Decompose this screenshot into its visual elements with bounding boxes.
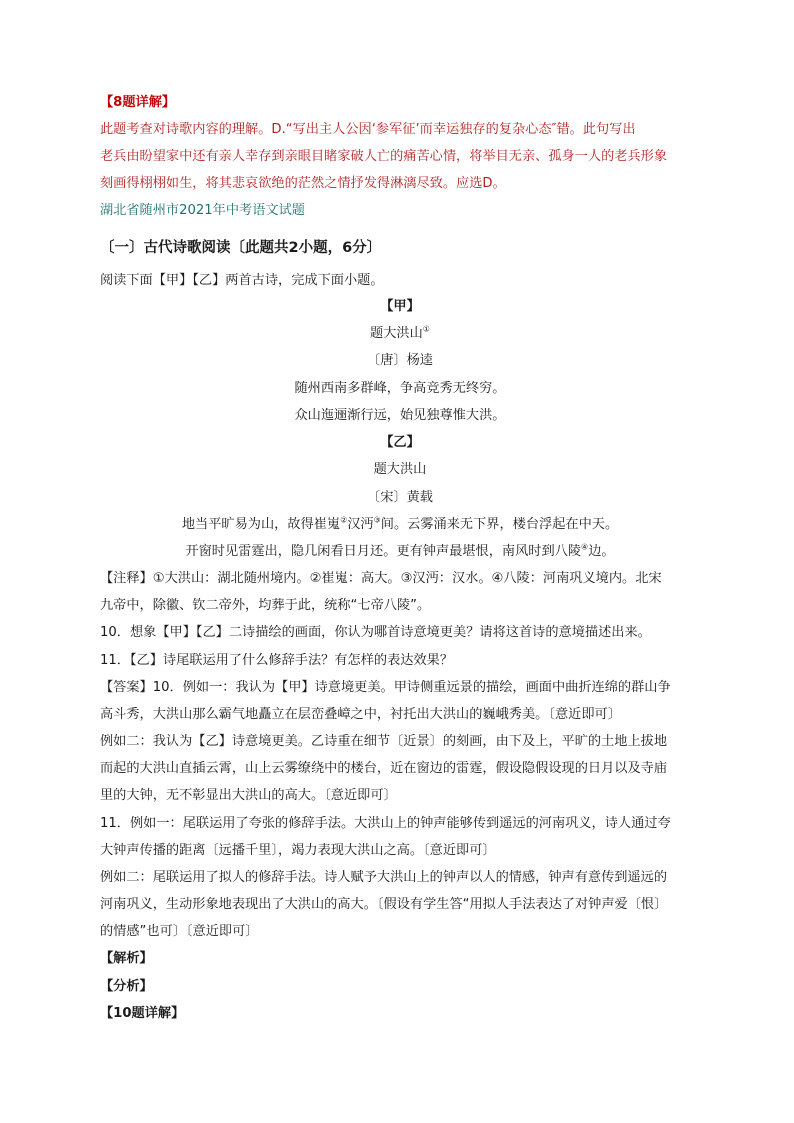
answer-line: 而起的大洪山直插云霄，山上云雾缭绕中的楼台，近在窗边的雷霆，假设隐假设现的日月以及寺庙 <box>100 761 668 776</box>
answer-line: 11．例如一：尾联运用了夸张的修辞手法。大洪山上的钟声能够传到遥远的河南巩义，诗人通过夸 <box>100 816 671 831</box>
section8-line: 老兵由盼望家中还有亲人幸存到亲眼目睹家破人亡的痛苦心情，将举目无亲、孤身一人的老兵形象 <box>100 149 668 164</box>
analysis-heading: 【解析】 <box>100 951 153 966</box>
answer-line: 的情感”也可〕〔意近即可〕 <box>100 924 259 939</box>
poem-jia-line: 随州西南多群峰，争高竞秀无终穷。 <box>294 381 506 396</box>
source-title: 湖北省随州市2021年中考语文试题 <box>100 203 305 218</box>
answer-line: 【答案】10．例如一：我认为【甲】诗意境更美。甲诗侧重远景的描绘，画面中曲折连绵的群山争 <box>100 680 671 695</box>
footnote-mark: ③ <box>373 515 381 525</box>
section8-line: 此题考查对诗歌内容的理解。D.“写出主人公因‘参军征’而幸运独存的复杂心态″错。此句写出 <box>100 122 636 137</box>
poem-yi-author: 〔宋〕黄载 <box>367 490 433 505</box>
question-11: 11．【乙】诗尾联运用了什么修辞手法？有怎样的表达效果？ <box>100 653 454 668</box>
poem-jia-line: 众山迤逦渐行远，始见独尊惟大洪。 <box>294 408 506 423</box>
instruction: 阅读下面【甲】【乙】两首古诗，完成下面小题。 <box>100 273 384 288</box>
poem-yi-title: 题大洪山 <box>373 462 427 477</box>
answer-line: 大钟声传播的距离〔远播千里〕，竭力表现大洪山之高。〔意近即可〕 <box>100 843 496 858</box>
footnote-mark: ① <box>422 324 430 334</box>
part-heading: 〔一〕古代诗歌阅读〔此题共2小题，6分〕 <box>100 240 382 256</box>
section8-line: 刻画得栩栩如生，将其悲哀欲绝的茫然之情抒发得淋漓尽致。应选D。 <box>100 176 506 191</box>
poem-jia-title: 题大洪山① <box>370 324 430 341</box>
answer-line: 高斗秀，大洪山那么霸气地矗立在层峦叠嶂之中，衬托出大洪山的巍峨秀美。〔意近即可〕 <box>100 707 621 722</box>
question-10: 10．想象【甲】【乙】二诗描绘的画面，你认为哪首诗意境更美？请将这首诗的意境描述出来。 <box>100 625 651 640</box>
q10-detail-heading: 【10题详解】 <box>100 1006 185 1021</box>
poem-yi-line: 开窗时见雷霆出，隐几闲看日月还。更有钟声最堪恨，南风时到八陵④边。 <box>185 542 615 559</box>
fenxi-heading: 【分析】 <box>100 979 153 994</box>
section8-heading: 【8题详解】 <box>100 95 176 110</box>
poem-jia-author: 〔唐〕杨逵 <box>367 353 433 368</box>
footnote-mark: ② <box>340 515 348 525</box>
notes-line: 【注释】①大洪山：湖北随州境内。②崔嵬：高大。③汉沔：汉水。④八陵：河南巩义境内。北宋 <box>100 571 662 586</box>
answer-line: 例如二：我认为【乙】诗意境更美。乙诗重在细节〔近景〕的刻画，由下及上，平旷的土地上拔地 <box>100 734 668 749</box>
poem-yi-label: 【乙】 <box>380 435 420 450</box>
poem-jia-label: 【甲】 <box>380 299 420 314</box>
poem-yi-line: 地当平旷易为山，故得崔嵬②汉沔③间。云雾涌来无下界，楼台浮起在中天。 <box>181 515 619 532</box>
footnote-mark: ④ <box>581 542 589 552</box>
notes-line: 九帝中，除徽、钦二帝外，均葬于此，统称“七帝八陵”。 <box>100 598 431 613</box>
answer-line: 里的大钟，无不彰显出大洪山的高大。〔意近即可〕 <box>100 788 397 803</box>
answer-line: 例如二：尾联运用了拟人的修辞手法。诗人赋予大洪山上的钟声以人的情感，钟声有意传到遥远的 <box>100 870 668 885</box>
answer-line: 河南巩义，生动形象地表现出了大洪山的高大。〔假设有学生答“用拟人手法表达了对钟声爱〔恨〕 <box>100 897 668 912</box>
